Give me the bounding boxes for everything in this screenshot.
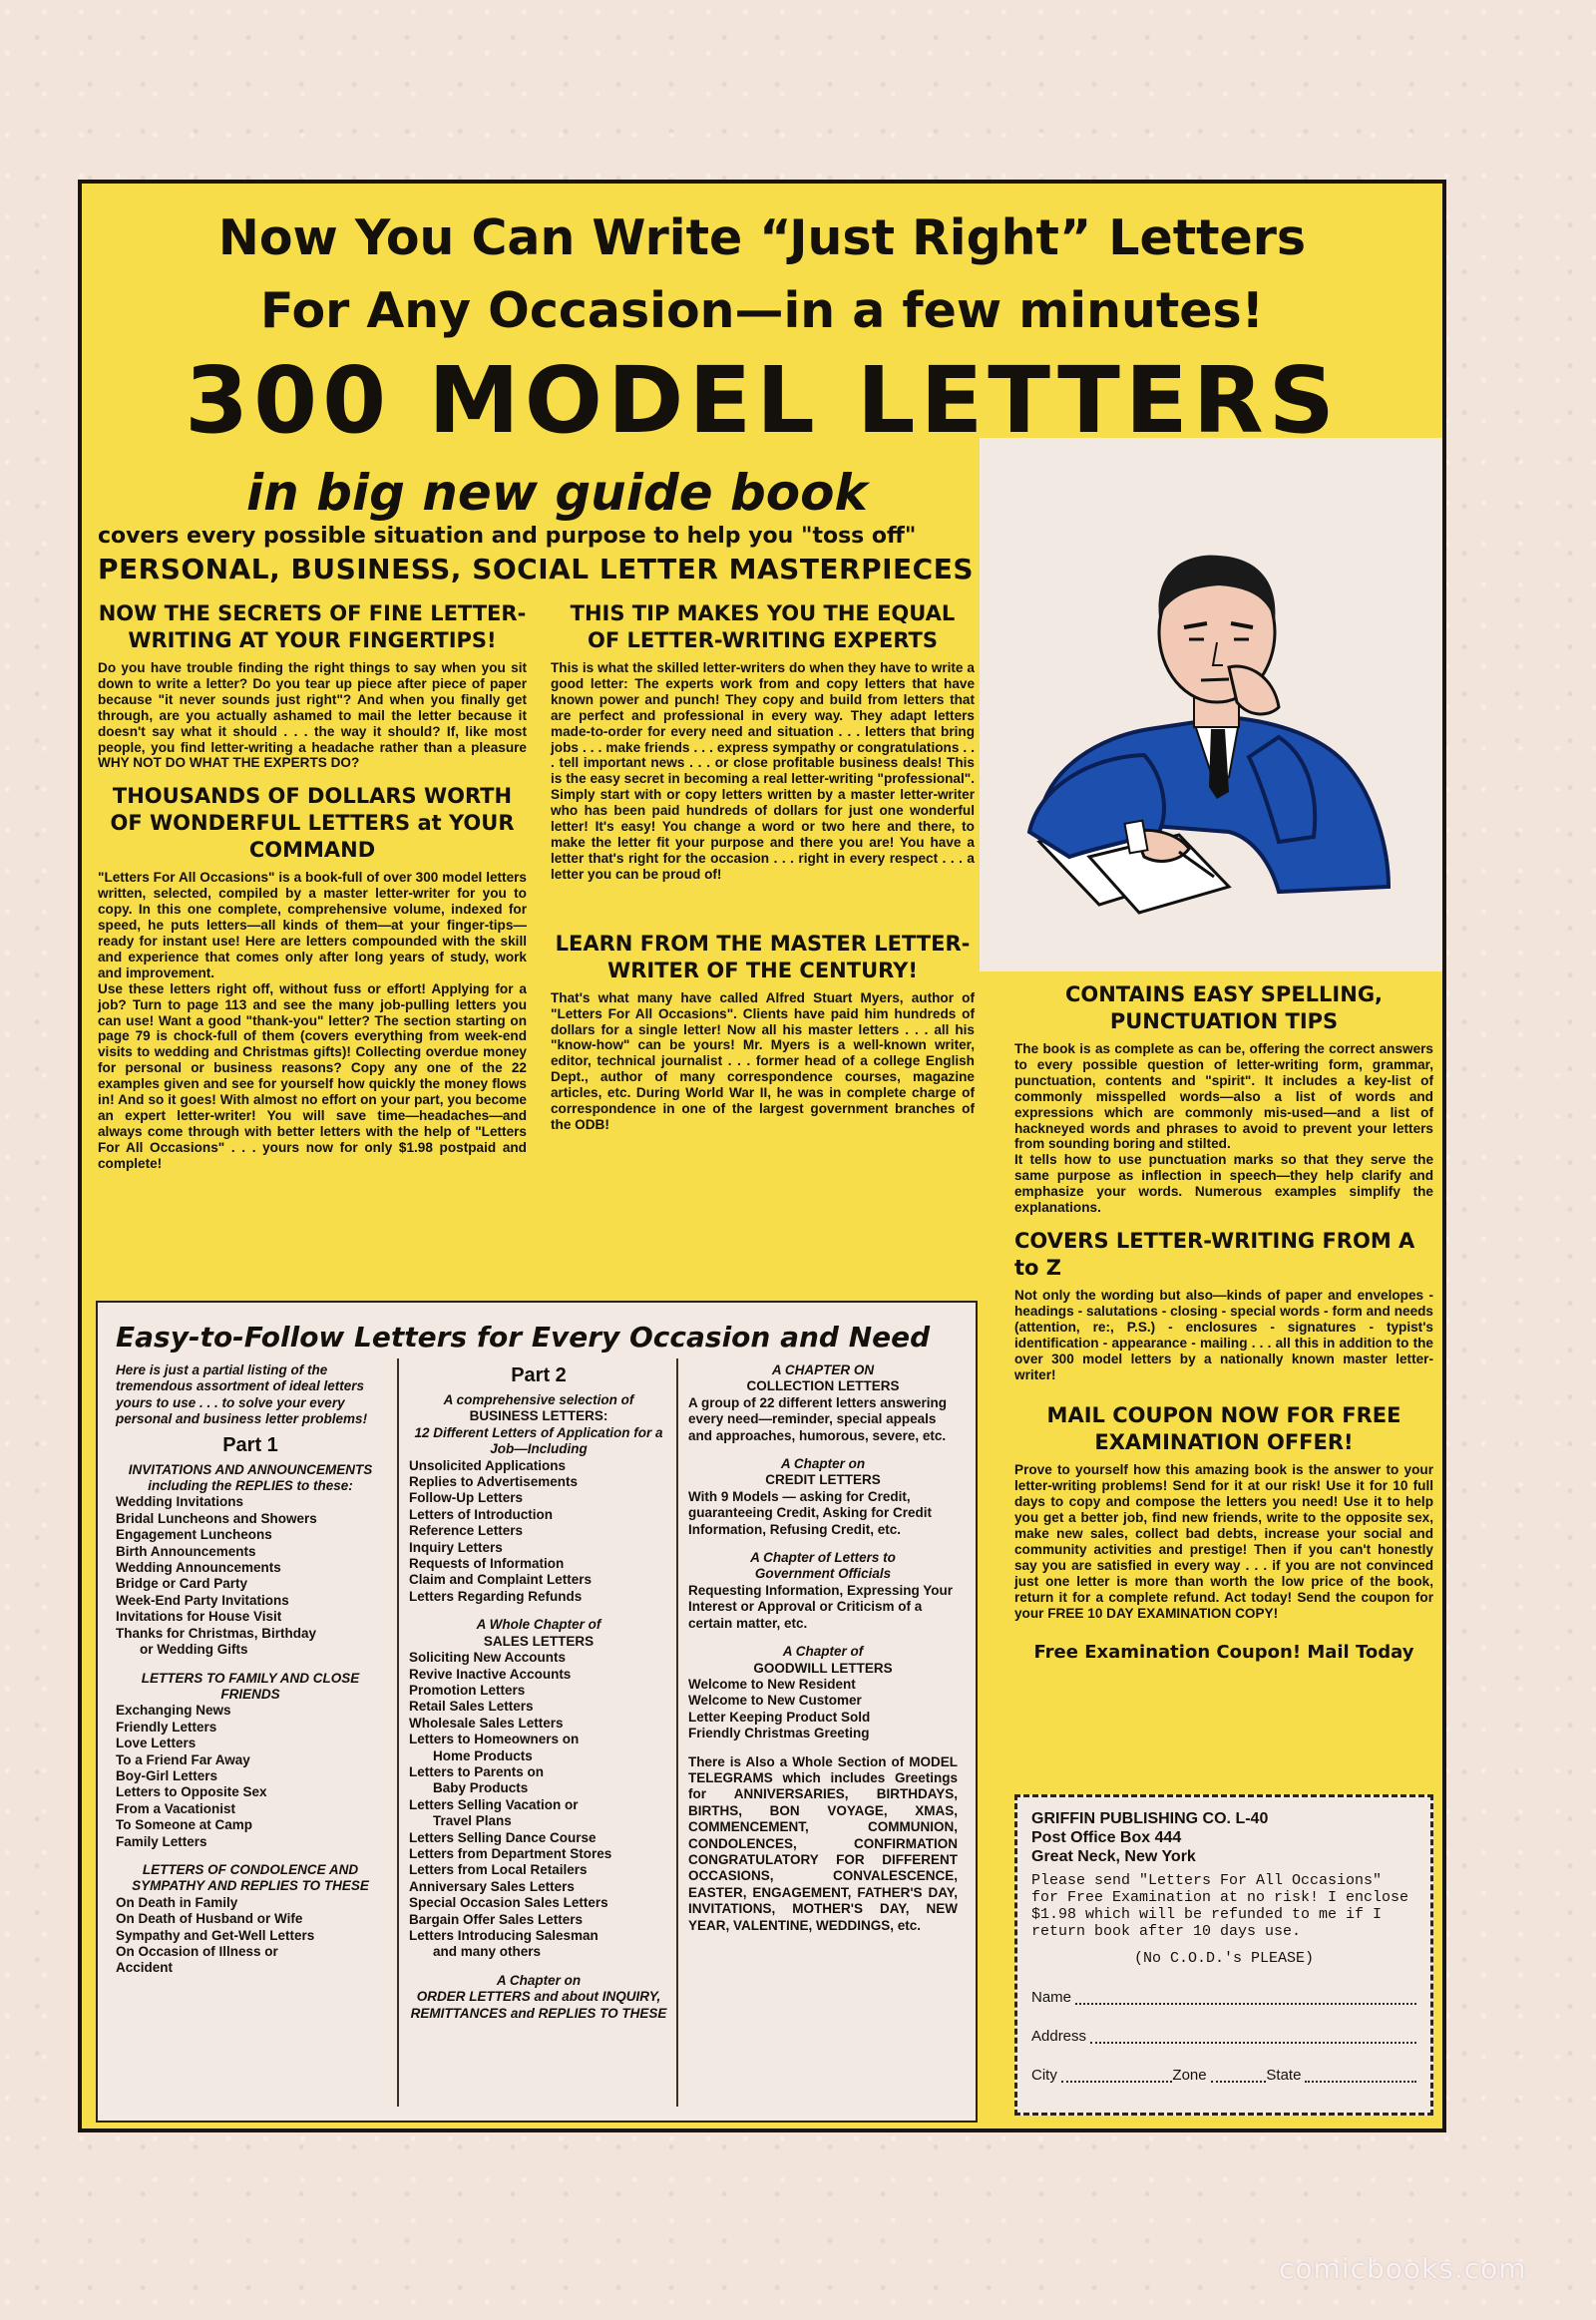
list-item: Home Products: [433, 1747, 533, 1763]
list-item: Accident: [116, 1960, 174, 1976]
advertisement: [78, 180, 1446, 2132]
listing-title: Easy-to-Follow Letters for Every Occasion and Need: [116, 1321, 931, 1353]
zone-label: Zone: [1172, 2067, 1207, 2084]
list-item: Promotion Letters: [409, 1682, 526, 1698]
category-body: With 9 Models — asking for Credit, guaranteeing Credit, Asking for Credit Information, Refusing Credit, etc.: [688, 1488, 933, 1537]
list-item: On Occasion of Illness or: [116, 1944, 278, 1959]
list-item: and many others: [433, 1944, 542, 1960]
list-item: Love Letters: [116, 1736, 197, 1751]
list-item: Family Letters: [116, 1833, 207, 1849]
list-item: Baby Products: [433, 1780, 529, 1796]
category-intro: A Chapter of Letters to: [750, 1550, 896, 1566]
listing-intro: Here is just a partial listing of the tremendous assortment of ideal letters yours to use . . . to solve your every personal and business letter problems!: [116, 1362, 368, 1427]
coupon-no-cod: (No C.O.D.'s PLEASE): [1133, 1950, 1315, 1967]
section-body: Do you have trouble finding the right things to say when you sit down to write a letter? Do you tear up piece after piece of paper because "it never sounds just right"? And when you finally get through, are you actually ashamed to mail the letter because it doesn't say what it should . . . the way it should? If, like most people, you find letter-writing a headache rather than a pleasure WHY NOT DO WHAT THE EXPERTS DO?: [98, 660, 527, 771]
list-item: Welcome to New Customer: [688, 1693, 862, 1709]
category-intro: A Chapter on: [780, 1456, 866, 1472]
category-subtitle: 12 Different Letters of Application for a Job—Including: [414, 1424, 663, 1457]
list-item: Letters from Department Stores: [409, 1845, 612, 1861]
list-item: Letters Selling Dance Course: [409, 1829, 597, 1845]
section-body: It tells how to use punctuation marks so that they serve the same purpose as inflection in speech—they help clarify and emphasize your words. Numerous examples simplify the explanations.: [1014, 1152, 1433, 1216]
item-list: [116, 1494, 385, 1658]
coupon-box: Post Office Box 444: [1031, 1829, 1182, 1846]
list-item: Travel Plans: [433, 1813, 512, 1829]
category-title: ORDER LETTERS and about INQUIRY, REMITTANCES and REPLIES TO THESE: [410, 1989, 667, 2021]
list-item: Follow-Up Letters: [409, 1490, 523, 1506]
headline-main: 300 MODEL LETTERS: [185, 347, 1340, 454]
list-item: Wedding Invitations: [116, 1494, 243, 1510]
section-body: Not only the wording but also—kinds of paper and envelopes - headings - salutations - closing - special words - form and needs (attention, re:, P.S.) - enclosures - signatures - typist's identification - appearance - mailing . . . all this in addition to the over 300 model letters by a nationally known master letter-writer!: [1014, 1287, 1433, 1382]
list-item: Thanks for Christmas, Birthday: [116, 1625, 317, 1641]
list-item: Letter Keeping Product Sold: [688, 1709, 871, 1725]
coupon-company: GRIFFIN PUBLISHING CO. L-40: [1031, 1810, 1269, 1827]
list-item: To Someone at Camp: [116, 1817, 253, 1833]
item-list: [409, 1650, 668, 1961]
list-item: Letters Regarding Refunds: [409, 1588, 583, 1604]
category-title: BUSINESS LETTERS:: [469, 1408, 608, 1424]
section-body: Prove to yourself how this amazing book is the answer to your letter-writing problems! Send for it at our risk! Use it for 10 full days to copy and compose the letters you need! Use it to help you get a better job, find new friends, write to the opposite sex, make new sales, collect bad debts, increase your social and community activities and prestige! Then if you can't honestly say you are satisfied in every way . . . if you are not convinced just one letter is more than worth the low price of the book, return it for a complete refund. Act today! Send the coupon for your FREE 10 DAY EXAMINATION COPY!: [1014, 1462, 1433, 1621]
part-label: Part 2: [511, 1364, 567, 1386]
list-item: To a Friend Far Away: [116, 1751, 250, 1767]
list-item: Letters from Local Retailers: [409, 1862, 588, 1878]
right-column: [1014, 981, 1433, 1672]
covers-line: covers every possible situation and purpose to help you "toss off": [98, 524, 917, 549]
name-label: Name: [1031, 1989, 1072, 2006]
list-item: Wholesale Sales Letters: [409, 1715, 564, 1731]
section-title: NOW THE SECRETS OF FINE LETTER-WRITING AT YOUR FINGERTIPS!: [98, 601, 527, 652]
list-item: Revive Inactive Accounts: [409, 1666, 572, 1682]
list-item: Week-End Party Invitations: [116, 1592, 289, 1608]
list-item: Requests of Information: [409, 1556, 565, 1572]
item-list: [116, 1895, 385, 1977]
item-list: [116, 1703, 385, 1850]
list-item: Welcome to New Resident: [688, 1676, 856, 1692]
category-intro: A Chapter of: [782, 1644, 864, 1660]
list-item: Retail Sales Letters: [409, 1699, 534, 1715]
city-zone-state-field[interactable]: [1031, 2067, 1416, 2084]
listing-column-2: [409, 1358, 668, 2022]
category-title: LETTERS OF CONDOLENCE AND SYMPATHY AND REPLIES TO THESE: [132, 1861, 369, 1894]
section-body: "Letters For All Occasions" is a book-full of over 300 model letters written, selected, compiled by a master letter-writer for you to copy. In this one complete, comprehensive volume, indexed for speed, he puts letters—all kinds of them—at your finger-tips—ready for instant use! Here are letters compounded with the skill and experience that comes only after long years of study, work and improvement.: [98, 870, 527, 980]
list-item: Letters Introducing Salesman: [409, 1928, 598, 1943]
column-divider: [676, 1358, 678, 2107]
list-item: Letters to Opposite Sex: [116, 1784, 267, 1800]
list-item: Reference Letters: [409, 1523, 524, 1539]
state-label: State: [1266, 2067, 1302, 2084]
address-label: Address: [1031, 2028, 1087, 2045]
list-item: Birth Announcements: [116, 1543, 256, 1559]
list-item: Bridal Luncheons and Showers: [116, 1510, 317, 1526]
category-title: SALES LETTERS: [483, 1633, 595, 1649]
section-body: That's what many have called Alfred Stuart Myers, author of "Letters For All Occasions". Clients have paid him hundreds of dollars for a single letter! Now all his master letters . . . all his "know-how" can be yours! Mr. Myers is a well-known writer, editor, technical journalist . . . former head of a college English Dept., author of many correspondence courses, magazine articles, etc. During World War II, he was in complete charge of correspondence in one of the largest government branches of the ODB!: [551, 989, 975, 1132]
list-item: Engagement Luncheons: [116, 1527, 272, 1543]
list-item: Exchanging News: [116, 1703, 231, 1719]
category-title: GOODWILL LETTERS: [753, 1660, 893, 1676]
list-item: Letters to Parents on: [409, 1763, 545, 1779]
list-item: Letters to Homeowners on: [409, 1732, 580, 1747]
city-line[interactable]: [1061, 2067, 1173, 2083]
category-body: A group of 22 different letters answering every need—reminder, special appeals and approaches, humorous, severe, etc.: [688, 1394, 948, 1443]
order-coupon[interactable]: [1014, 1794, 1433, 2116]
list-item: Invitations for House Visit: [116, 1609, 282, 1625]
section-title: MAIL COUPON NOW FOR FREE EXAMINATION OFFER!: [1046, 1403, 1401, 1455]
category-title: Government Officials: [754, 1566, 892, 1582]
man-writing-letter-illustration: [980, 438, 1442, 971]
coupon-city: Great Neck, New York: [1031, 1848, 1196, 1865]
section-body: This is what the skilled letter-writers do when they have to write a good letter: The experts work from and copy letters that have known power and punch! They copy and build from letters that are perfect and professional in every way. They adapt letters made-to-order for every need and situation . . . letters that bring jobs . . . make friends . . . express sympathy or congratulations . . . tell important news . . . or close profitable business deals! This is the easy secret in becoming a real letter-writing "professional". Simply start with or copy letters written by a master letter-writer who has been paid hundreds of dollars for just one wonderful letter! It's easy! You change a word or two here and there, to make the letter fit your purpose and there you are! You have a letter that's right for the occasion . . . right in every respect . . . a letter you can be proud of!: [551, 660, 975, 882]
category-title: COLLECTION LETTERS: [746, 1378, 900, 1394]
section-body: Use these letters right off, without fuss or effort! Applying for a job? Turn to page 113 and see the many job-pulling letters you can use! Want a good "thank-you" letter? The section starting on page 79 is chock-full of them (covers everything from week-end visits to wedding and Christmas gifts)! Collecting overdue money for personal or business reasons? Copy any one of the 22 examples given and see for yourself how quickly the money flows in! And so it goes! With almost no effort on your part, you become an expert letter-writer! You will save time—headaches—and always come through with better letters with the help of "Letters For All Occasions" . . . yours now for only $1.98 postpaid and complete!: [98, 980, 527, 1171]
list-item: From a Vacationist: [116, 1800, 236, 1816]
list-item: Bridge or Card Party: [116, 1576, 248, 1592]
item-list: [688, 1677, 958, 1742]
zone-line[interactable]: [1211, 2067, 1267, 2083]
category-intro: A Chapter on: [496, 1972, 582, 1988]
address-line[interactable]: [1090, 2028, 1416, 2044]
category-title: INVITATIONS AND ANNOUNCEMENTS including the REPLIES to these:: [128, 1461, 373, 1494]
part-label: Part 1: [222, 1433, 278, 1456]
list-item: Soliciting New Accounts: [409, 1650, 567, 1666]
section-body: The book is as complete as can be, offering the correct answers to every possible question of letter-writing form, grammar, punctuation, contents and "spirit". It includes a key-list of commonly misspelled words—also a list of words and expressions which are commonly mis-used—and a list of hackneyed words and phrases to avoid to prevent your letters from sounding boring and stilted.: [1014, 1041, 1433, 1152]
list-item: Special Occasion Sales Letters: [409, 1895, 608, 1911]
list-item: Sympathy and Get-Well Letters: [116, 1927, 315, 1943]
categories-line: PERSONAL, BUSINESS, SOCIAL LETTER MASTERPIECES: [98, 553, 975, 585]
headline-subtitle: in big new guide book: [246, 464, 868, 522]
category-title: LETTERS TO FAMILY AND CLOSE FRIENDS: [141, 1670, 360, 1702]
list-item: On Death of Husband or Wife: [116, 1911, 303, 1927]
letters-listing-box: [96, 1301, 978, 2123]
category-intro: A CHAPTER ON: [771, 1362, 875, 1377]
list-item: Friendly Christmas Greeting: [688, 1726, 870, 1741]
state-line[interactable]: [1305, 2067, 1416, 2083]
category-intro: A Whole Chapter of: [476, 1617, 601, 1633]
list-item: Claim and Complaint Letters: [409, 1572, 593, 1588]
section-title: COVERS LETTER-WRITING FROM A to Z: [1014, 1228, 1415, 1280]
list-item: Replies to Advertisements: [409, 1474, 579, 1490]
listing-column-1: [116, 1362, 385, 1977]
category-body: Requesting Information, Expressing Your Interest or Approval or Criticism of a certain matter, etc.: [688, 1582, 954, 1631]
list-item: Bargain Offer Sales Letters: [409, 1911, 584, 1927]
name-line[interactable]: [1075, 1989, 1416, 2005]
section-title: LEARN FROM THE MASTER LETTER-WRITER OF THE CENTURY!: [555, 931, 971, 982]
list-item: Unsolicited Applications: [409, 1457, 567, 1473]
list-item: Boy-Girl Letters: [116, 1767, 218, 1783]
name-field[interactable]: [1031, 1989, 1416, 2006]
section-title: THOUSANDS OF DOLLARS WORTH OF WONDERFUL LETTERS at YOUR COMMAND: [110, 784, 515, 863]
list-item: Friendly Letters: [116, 1719, 217, 1735]
site-watermark: comicbooks.com: [1279, 2252, 1527, 2285]
left-column: [98, 600, 527, 1172]
column-divider: [397, 1358, 399, 2107]
illustration-panel: [980, 438, 1442, 971]
section-title: CONTAINS EASY SPELLING, PUNCTUATION TIPS: [1064, 982, 1384, 1033]
listing-column-3: [688, 1362, 958, 1934]
category-intro: A comprehensive selection of: [443, 1392, 634, 1407]
coupon-heading: Free Examination Coupon! Mail Today: [1033, 1642, 1414, 1664]
list-item: or Wedding Gifts: [140, 1642, 248, 1658]
list-item: On Death in Family: [116, 1894, 238, 1910]
coupon-request: Please send "Letters For All Occasions" for Free Examination at no risk! I enclose $1.98 which will be refunded to me if I return book after 10 days use.: [1031, 1872, 1409, 1940]
list-item: Inquiry Letters: [409, 1539, 503, 1555]
address-field[interactable]: [1031, 2028, 1416, 2045]
list-item: Letters of Introduction: [409, 1506, 553, 1522]
telegrams-paragraph: There is Also a Whole Section of MODEL TELEGRAMS which includes Greetings for ANNIVERSARIES, BIRTHDAYS, BIRTHS, BON VOYAGE, XMAS, COMMENCEMENT, COMMUNION, CONDOLENCES, CONFIRMATION CONGRATULATORY FOR DIFFERENT OCCASIONS, CONVALESCENCE, EASTER, ENGAGEMENT, FATHER'S DAY, INVITATIONS, MOTHER'S DAY, NEW YEAR, VALENTINE, WEDDINGS, etc.: [688, 1753, 958, 1933]
list-item: Anniversary Sales Letters: [409, 1878, 575, 1894]
category-title: CREDIT LETTERS: [765, 1472, 881, 1488]
item-list: [409, 1458, 668, 1606]
city-label: City: [1031, 2067, 1057, 2084]
headline-line-1: Now You Can Write “Just Right” Letters: [217, 209, 1307, 266]
middle-column: [551, 600, 975, 1133]
headline-line-2: For Any Occasion—in a few minutes!: [259, 282, 1265, 339]
list-item: Wedding Announcements: [116, 1560, 281, 1576]
section-title: THIS TIP MAKES YOU THE EQUAL OF LETTER-WRITING EXPERTS: [570, 601, 956, 652]
list-item: Letters Selling Vacation or: [409, 1796, 579, 1812]
